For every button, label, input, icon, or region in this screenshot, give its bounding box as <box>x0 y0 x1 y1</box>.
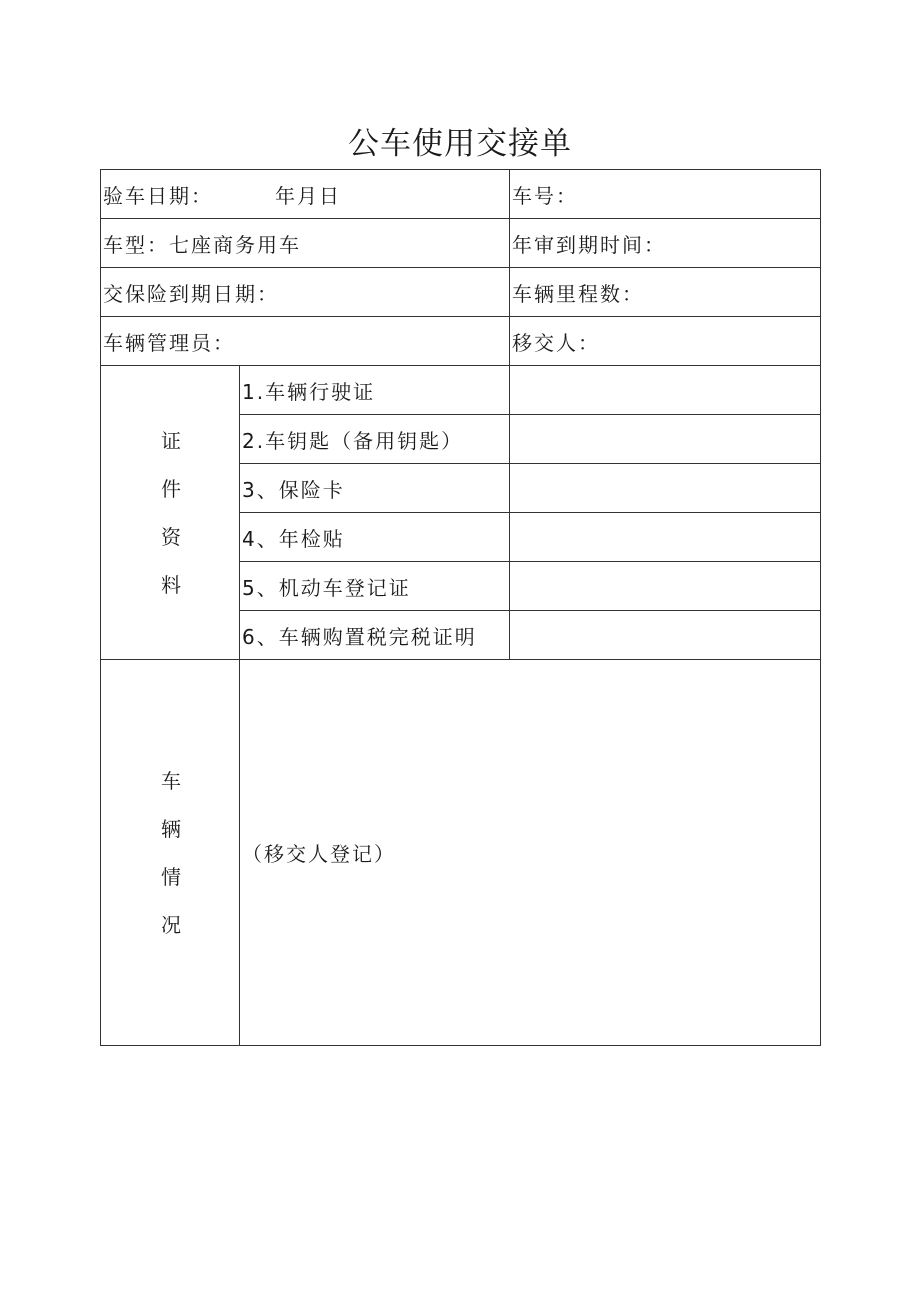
document-item: 3、保险卡 <box>240 464 510 513</box>
document-check-field[interactable] <box>510 562 821 611</box>
vehicle-condition-field[interactable] <box>240 660 821 1046</box>
handover-form-table <box>100 169 821 1046</box>
table-row <box>101 170 821 219</box>
plate-number-label: 车号： <box>512 183 578 208</box>
handover-person-label: 移交人： <box>512 330 600 355</box>
annual-review-cell[interactable] <box>510 219 821 268</box>
condition-note: （移交人登记） <box>242 842 396 866</box>
annual-review-label: 年审到期时间： <box>512 232 666 257</box>
document-item: 1.车辆行驶证 <box>240 366 510 415</box>
documents-section-label: 证件资料 <box>161 428 181 597</box>
document-item: 6、车辆购置税完税证明 <box>240 611 510 660</box>
document-check-field[interactable] <box>510 366 821 415</box>
vehicle-manager-cell[interactable] <box>101 317 510 366</box>
handover-person-cell[interactable] <box>510 317 821 366</box>
inspection-date-label: 验车日期： <box>103 183 213 208</box>
document-item: 4、年检贴 <box>240 513 510 562</box>
table-row <box>101 317 821 366</box>
condition-section-label-cell <box>101 660 240 1046</box>
table-row <box>101 268 821 317</box>
table-row <box>101 366 821 415</box>
inspection-date-cell[interactable] <box>101 170 510 219</box>
document-check-field[interactable] <box>510 464 821 513</box>
vehicle-model-cell[interactable] <box>101 219 510 268</box>
mileage-cell[interactable] <box>510 268 821 317</box>
insurance-expiry-cell[interactable] <box>101 268 510 317</box>
table-row <box>101 660 821 1046</box>
vehicle-model-label: 车型：七座商务用车 <box>103 232 301 257</box>
insurance-expiry-label: 交保险到期日期： <box>103 281 279 306</box>
condition-section-label: 车辆情况 <box>161 768 181 937</box>
document-check-field[interactable] <box>510 415 821 464</box>
document-item: 2.车钥匙（备用钥匙） <box>240 415 510 464</box>
document-item: 5、机动车登记证 <box>240 562 510 611</box>
plate-number-cell[interactable] <box>510 170 821 219</box>
table-row <box>101 219 821 268</box>
vehicle-manager-label: 车辆管理员： <box>103 330 235 355</box>
documents-section-label-cell <box>101 366 240 660</box>
inspection-date-value: 年月日 <box>275 183 341 208</box>
document-check-field[interactable] <box>510 513 821 562</box>
mileage-label: 车辆里程数： <box>512 281 644 306</box>
page-title: 公车使用交接单 <box>348 126 572 162</box>
document-check-field[interactable] <box>510 611 821 660</box>
